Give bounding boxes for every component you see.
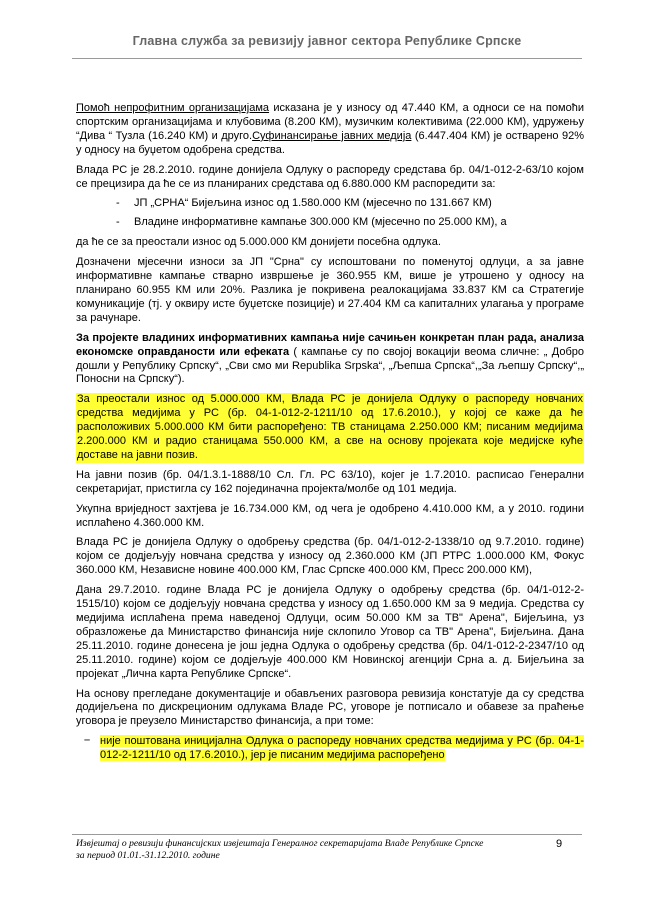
list-item	[76, 735, 584, 763]
paragraph-text: исказана је у износу од 47.440 КМ, а односи се на помоћи спортским организацијама и клубовима (8.200 КМ), музичким колективима (22.000 КМ), удружењу “Дива “ Тузла (16.240 КМ) и друго.	[76, 102, 584, 142]
list-marker: -	[116, 216, 120, 229]
paragraph-nonprofit-aid	[76, 102, 584, 158]
highlighted-text: За преостали износ од 5.000.000 КМ, Влада РС је донијела Одлуку о распореду новчаних средства медијима у РС (бр. 04-1-012-2-1211/10 од 17.6.2010.), у којој се каже да ће расположивих 5.000.000 КМ бити распоређено: ТВ станицама 2.250.000 КМ; писаним медијима 2.200.000 КМ и радио станицама 550.000 КМ, а све на основу пројеката које медијске куће доставе на јавни позив.	[77, 393, 583, 461]
underlined-term-nonprofit: Помоћ непрофитним организацијама	[76, 102, 270, 114]
highlighted-list-item-text: није поштована иницијална Одлука о распореду новчаних средства медијима у РС (бр. 04-1-012-2-1211/10 од 17.6.2010.), јер је писаним медијима распоређено	[100, 735, 584, 762]
document-body	[76, 102, 584, 763]
highlighted-paragraph-media-allocation	[76, 393, 584, 463]
list-marker: -	[116, 197, 120, 210]
paragraph-total-requests: Укупна вриједност захтјева је 16.734.000 КМ, од чега је одобрено 4.410.000 КМ, а у 2010. години исплаћено 4.360.000 КМ.	[76, 502, 584, 529]
footer-period: за период 01.01.-31.12.2010. године	[76, 850, 220, 861]
page-footer	[76, 838, 546, 862]
list-item-text: Владине информативне кампање 300.000 КМ (мјесечно по 25.000 КМ), а	[134, 216, 507, 229]
paragraph-audit-conclusion: На основу прегледане документације и обављених разговора ревизија констатује да су средства додијељена по дискреционим одлукама Владе РС, уговоре је потписало и обавезе за праћење уговора је преузело Министарство финансија, а при томе:	[76, 687, 584, 728]
allocation-list	[76, 197, 584, 230]
footer-report-title: Извјештај о ревизији финансијских извјештаја Генералног секретаријата Владе Републике Српске	[76, 838, 484, 849]
paragraph-text: ( кампање су по својој вокацији веома сличне: „ Добро дошли у Републику Српску“, „Сви смо ми Republika Srpska“, „Љепша Српска“,„За љепшу Српску“,„ Поносни на Српску“).	[76, 345, 584, 386]
list-item-text: ЈП „СРНА“ Бијељина износ од 1.580.000 КМ (мјесечно по 131.667 КМ)	[134, 197, 492, 210]
paragraph-funds-decision-2: Дана 29.7.2010. године Влада РС је донијела Одлуку о одобрењу средства (бр. 04/1-012-2-1515/10) којом се додјељују новчана средства у износу од 1.650.000 КМ за 9 медија. Средства су медијима исплаћена према наведеној Одлуци, осим 50.000 КМ за ТВ" Арена", Бијељина, уз образложење да Министарство финансија није склопило Уговор са ТВ" Арена", Бијељина. Дана 25.11.2010. године донесена је још једна Одлука о одобрењу средства (бр. 04/1-012-2-2347/10 од 25.11.2010. године) којом се додјељује 400.000 КМ Новинској агенцији Срна а. д. Бијељина за пројекат „Лична карта Републике Српске“.	[76, 584, 584, 680]
paragraph-funds-decision-1: Влада РС је донијела Одлуку о одобрењу средства (бр. 04/1-012-2-1338/10 од 9.7.2010. године) којом се додјељују новчана средства у износу од 2.360.000 КМ (ЈП РТРС 1.000.000 КМ, Фокус 360.000 КМ, Независне новине 400.000 КМ, Глас Српске 400.000 КМ, Пресс 200.000 КМ),	[76, 536, 584, 577]
findings-list	[76, 735, 584, 763]
paragraph-government-decision: Влада РС је 28.2.2010. године донијела Одлуку о распореду средстава бр. 04/1-012-2-63/10 којом се прецизира да ће се из планираних средстава од 6.880.000 КМ распоредити за:	[76, 163, 584, 190]
page-header-title: Главна служба за ревизију јавног сектора Републике Српске	[132, 34, 522, 48]
footer-divider	[72, 834, 582, 835]
paragraph-remaining-amount: да ће се за преостали износ од 5.000.000 КМ донијети посебна одлука.	[76, 236, 441, 249]
paragraph-public-call: На јавни позив (бр. 04/1.3.1-1888/10 Сл. Гл. РС 63/10), којег је 1.7.2010. расписао Генерални секретаријат, пристигла су 162 појединачна пројекта/молбе од 101 медија.	[76, 468, 584, 495]
bold-finding: За пројекте владиних информативних кампања није сачињен конкретан план рада, анализа економске оправданости или ефеката	[76, 331, 584, 358]
list-item	[76, 197, 584, 211]
paragraph-text: (6.447.404 КМ) је остварено 92% у односу на буџетом одобрена средства.	[76, 129, 584, 156]
list-marker: –	[84, 734, 91, 747]
paragraph-campaign-findings	[76, 332, 584, 388]
page-number: 9	[556, 838, 563, 850]
list-item	[76, 216, 584, 230]
underlined-term-media-cofinancing: Суфинансирање јавних медија	[252, 129, 412, 142]
header-divider	[72, 58, 582, 59]
paragraph-monthly-transfers: Дозначени мјесечни износи за ЈП "Срна" су испоштовани по поменутој одлуци, а за јавне информативне кампање стварно извршење је 360.955 КМ, више је утрошено у односу на планирано 60.955 КМ или 20%. Разлика је покривена реалокацијама 33.837 КМ са Стратегије комуникације (тј. у оквиру исте буџетске позиције) и 27.404 КМ са капиталних улагања у програме за рачунаре.	[76, 256, 584, 324]
